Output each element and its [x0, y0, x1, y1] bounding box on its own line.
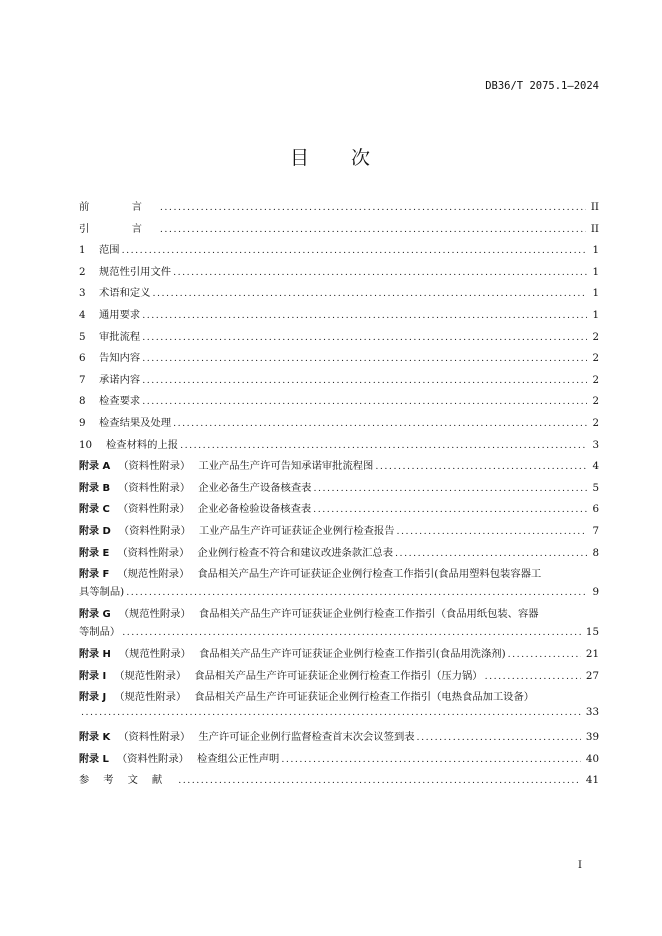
toc-page: 21	[585, 648, 599, 661]
appendix-code: 附录 C	[79, 504, 110, 516]
toc-entry-appendix[interactable]	[79, 457, 599, 479]
toc-label: 承诺内容	[99, 373, 141, 386]
title-char-1: 目	[289, 147, 311, 169]
toc-label: 术语和定义	[99, 287, 151, 300]
toc-page: 2	[592, 416, 599, 429]
toc-label: 食品相关产品生产许可证获证企业例行检查工作指引(食品用洗涤剂)	[198, 648, 506, 661]
toc-label: 检查要求	[99, 395, 141, 408]
toc-number: 3	[79, 287, 86, 300]
toc-page: 40	[585, 752, 599, 765]
appendix-code: 附录 K	[79, 732, 111, 744]
toc-label: 食品相关产品生产许可证获证企业例行检查工作指引(食品用塑料包装容器工	[197, 568, 542, 581]
toc-entry-section[interactable]	[79, 436, 599, 458]
appendix-kind: （资料性附录）	[116, 752, 189, 765]
toc-entry-appendix[interactable]	[79, 667, 599, 689]
leader-dots	[397, 526, 588, 537]
toc-entry-appendix[interactable]	[79, 688, 599, 724]
toc-page: 2	[592, 395, 599, 408]
toc-page: II	[590, 222, 599, 235]
toc-entry-appendix[interactable]	[79, 565, 599, 601]
leader-dots	[508, 649, 581, 660]
toc-page: 2	[592, 330, 599, 343]
toc-page: 5	[592, 481, 599, 494]
toc-label: 审批流程	[99, 330, 141, 343]
leader-dots	[122, 627, 581, 638]
leader-dots	[313, 483, 587, 494]
toc-label: 生产许可证企业例行监督检查首末次会议签到表	[198, 731, 415, 744]
toc-entry-foreword[interactable]	[79, 198, 599, 220]
toc-label: 工业产品生产许可告知承诺审批流程图	[198, 460, 374, 473]
appendix-code: 附录 G	[79, 609, 111, 621]
toc-page: 7	[592, 524, 599, 537]
leader-dots	[173, 418, 587, 429]
toc-page: 1	[592, 244, 599, 257]
toc-number: 8	[79, 395, 86, 408]
toc-page: 39	[585, 731, 599, 744]
appendix-code: 附录 A	[79, 461, 111, 473]
toc-page: 4	[592, 460, 599, 473]
toc-page: 15	[585, 626, 599, 639]
toc-entry-appendix[interactable]	[79, 522, 599, 544]
toc-entry-section[interactable]	[79, 284, 599, 306]
toc-label: 企业必备检验设备核查表	[197, 503, 312, 516]
toc-label: 引 言	[79, 222, 158, 235]
appendix-code: 附录 J	[79, 692, 107, 704]
toc-number: 10	[79, 438, 93, 451]
toc-label: 食品相关产品生产许可证获证企业例行检查工作指引（食品用纸包装、容器	[198, 608, 539, 621]
toc-page: 41	[585, 774, 599, 787]
leader-dots	[152, 288, 587, 299]
toc-label: 范围	[99, 244, 120, 257]
appendix-code: 附录 B	[79, 482, 111, 494]
toc-label: 食品相关产品生产许可证获证企业例行检查工作指引（压力锅）	[194, 669, 483, 682]
toc-page: 1	[592, 265, 599, 278]
toc-entry-section[interactable]	[79, 349, 599, 371]
appendix-kind: （资料性附录）	[118, 460, 191, 473]
toc-label-continued: 具等制品)	[79, 586, 125, 599]
toc-label: 检查组公正性声明	[196, 752, 280, 765]
toc-entry-section[interactable]	[79, 392, 599, 414]
toc-entry-section[interactable]	[79, 328, 599, 350]
toc-label: 告知内容	[99, 352, 141, 365]
toc-page: 2	[592, 352, 599, 365]
toc-page: 3	[592, 438, 599, 451]
leader-dots	[375, 461, 587, 472]
toc-entry-appendix[interactable]	[79, 645, 599, 667]
leader-dots	[485, 671, 581, 682]
toc-page: 1	[592, 308, 599, 321]
toc-label: 食品相关产品生产许可证获证企业例行检查工作指引（电热食品加工设备）	[194, 691, 535, 704]
appendix-kind: （资料性附录）	[117, 546, 190, 559]
appendix-code: 附录 D	[79, 525, 111, 537]
toc-page: 33	[585, 706, 599, 719]
toc-label: 检查结果及处理	[99, 416, 172, 429]
table-of-contents	[79, 198, 599, 793]
toc-number: 7	[79, 373, 86, 386]
toc-page: 27	[585, 669, 599, 682]
leader-dots	[160, 224, 586, 235]
toc-entry-section[interactable]	[79, 371, 599, 393]
toc-page: 9	[592, 586, 599, 599]
toc-label: 企业必备生产设备核查表	[198, 481, 312, 494]
leader-dots	[122, 245, 588, 256]
leader-dots	[142, 396, 587, 407]
toc-entry-appendix[interactable]	[79, 544, 599, 566]
toc-label: 检查材料的上报	[106, 438, 179, 451]
leader-dots	[395, 548, 587, 559]
toc-number: 4	[79, 308, 86, 321]
toc-page: II	[590, 201, 599, 213]
toc-number: 6	[79, 352, 86, 365]
appendix-code: 附录 H	[79, 649, 111, 661]
appendix-kind: （规范性附录）	[114, 691, 187, 704]
leader-dots	[180, 440, 587, 451]
appendix-kind: （规范性附录）	[117, 568, 190, 581]
toc-label: 工业产品生产许可证获证企业例行检查报告	[198, 524, 395, 537]
toc-number: 5	[79, 330, 86, 343]
appendix-code: 附录 I	[79, 670, 107, 682]
leader-dots	[313, 504, 587, 515]
toc-entry-section[interactable]	[79, 241, 599, 263]
toc-entry-appendix[interactable]	[79, 500, 599, 522]
document-number: DB36/T 2075.1—2024	[485, 80, 599, 92]
appendix-kind: （资料性附录）	[118, 481, 191, 494]
page-number: I	[578, 860, 582, 871]
toc-number: 2	[79, 265, 86, 278]
toc-number: 9	[79, 416, 86, 429]
page-title	[0, 143, 662, 170]
toc-number: 1	[79, 244, 86, 257]
appendix-kind: （资料性附录）	[118, 524, 191, 537]
leader-dots	[281, 754, 581, 765]
appendix-kind: （资料性附录）	[117, 503, 190, 516]
toc-entry-section[interactable]	[79, 414, 599, 436]
leader-dots	[178, 775, 581, 786]
toc-label-continued: 等制品）	[79, 626, 121, 639]
toc-page: 2	[592, 373, 599, 386]
toc-label: 通用要求	[99, 308, 141, 321]
toc-entry-references[interactable]	[79, 771, 599, 793]
toc-entry-appendix[interactable]	[79, 750, 599, 772]
toc-label: 企业例行检查不符合和建议改进条款汇总表	[197, 546, 394, 559]
appendix-kind: （规范性附录）	[118, 648, 191, 661]
leader-dots	[142, 310, 587, 321]
leader-dots	[173, 267, 587, 278]
toc-page: 1	[592, 287, 599, 300]
appendix-code: 附录 E	[79, 547, 110, 559]
toc-page: 8	[592, 546, 599, 559]
leader-dots	[126, 587, 587, 598]
toc-page: 6	[592, 503, 599, 516]
toc-entry-appendix[interactable]	[79, 605, 599, 641]
leader-dots	[142, 375, 587, 386]
toc-entry-section[interactable]	[79, 306, 599, 328]
title-char-2: 次	[351, 147, 373, 169]
leader-dots	[142, 332, 587, 343]
leader-dots	[142, 353, 587, 364]
leader-dots	[81, 707, 581, 718]
leader-dots	[417, 732, 581, 743]
toc-label: 参考文献	[79, 774, 177, 787]
toc-entry-section[interactable]	[79, 263, 599, 285]
appendix-code: 附录 F	[79, 569, 110, 581]
toc-label: 规范性引用文件	[99, 265, 172, 278]
appendix-code: 附录 L	[79, 753, 109, 765]
toc-label: 前 言	[79, 201, 158, 213]
toc-entry-appendix[interactable]	[79, 479, 599, 501]
toc-entry-introduction[interactable]	[79, 220, 599, 242]
appendix-kind: （资料性附录）	[118, 731, 191, 744]
appendix-kind: （规范性附录）	[118, 608, 191, 621]
leader-dots	[160, 202, 586, 213]
toc-entry-appendix[interactable]	[79, 728, 599, 750]
appendix-kind: （规范性附录）	[114, 669, 187, 682]
